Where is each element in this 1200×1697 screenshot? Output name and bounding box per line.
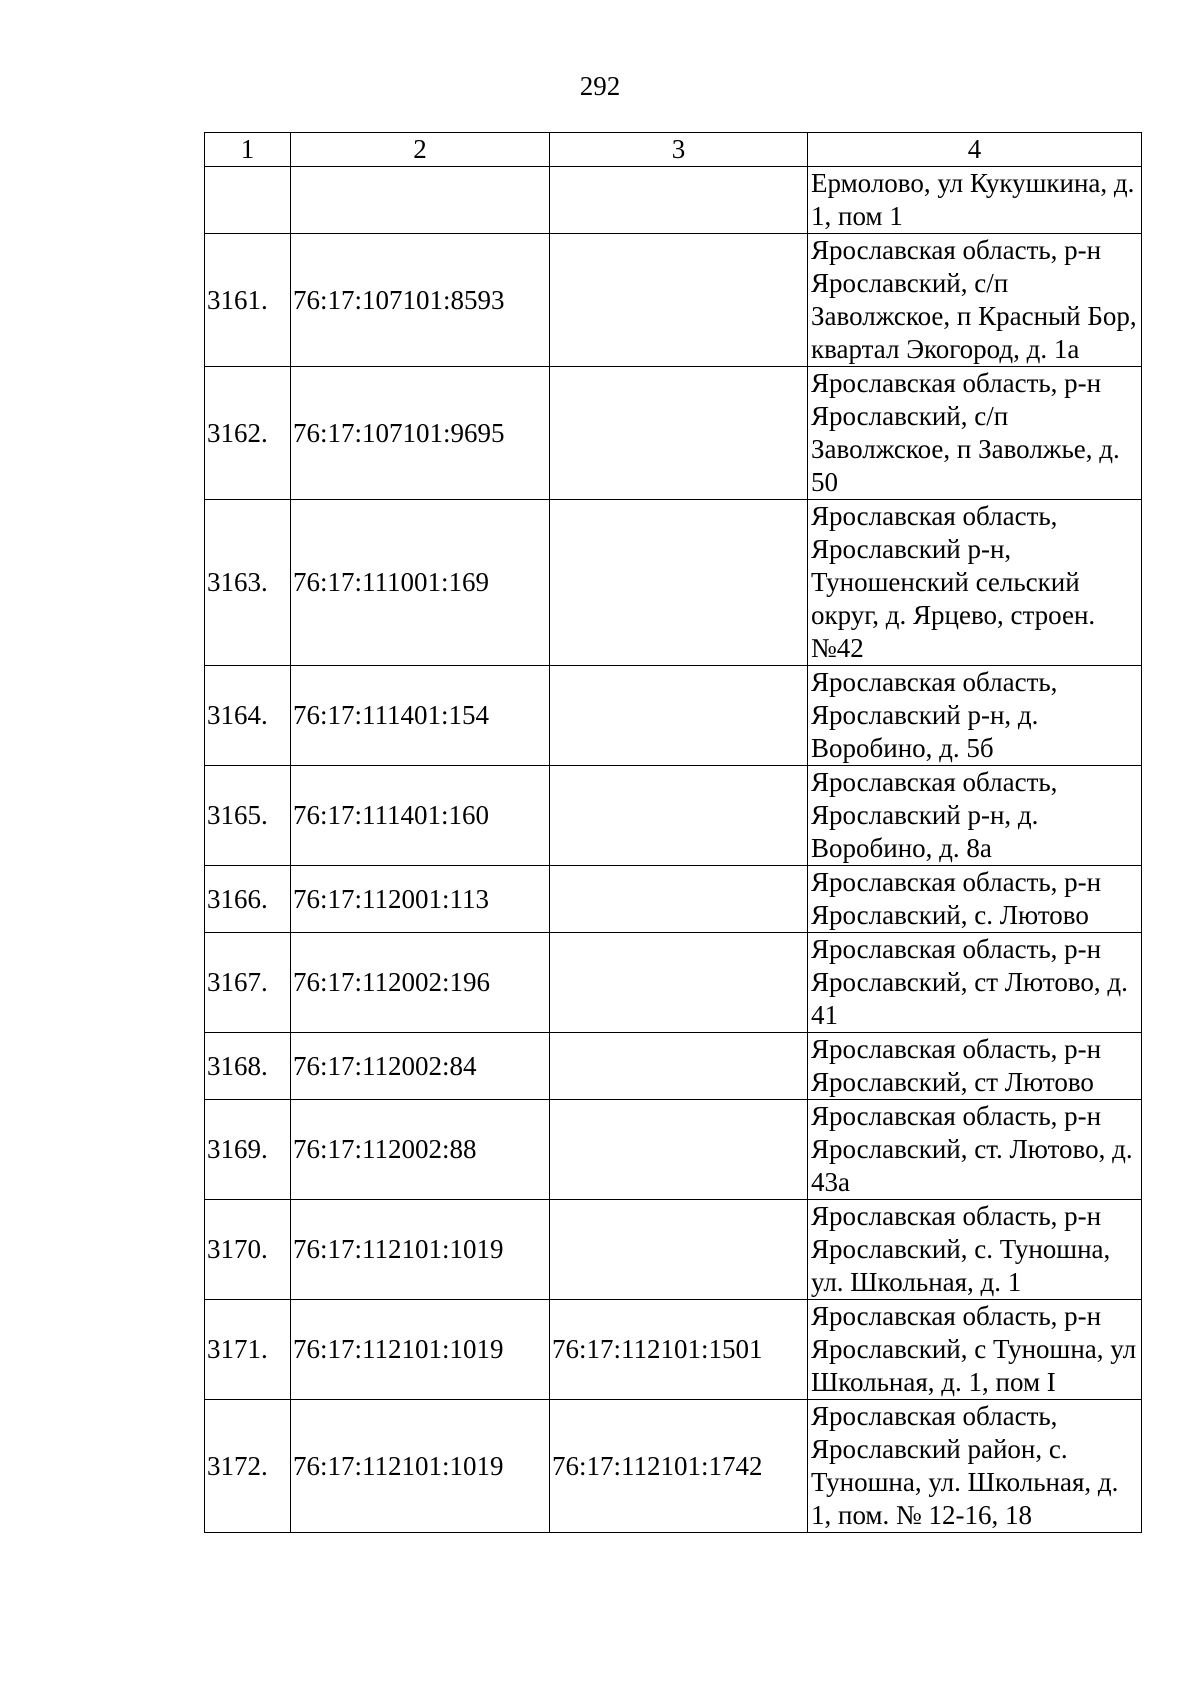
table-row [205, 1033, 1142, 1100]
cadastral-number-cell: 76:17:112101:1019 [291, 1200, 550, 1300]
address-cell: Ярославская область, р-н Ярославский, ст Лютово, д. 41 [808, 933, 1142, 1033]
address-cell: Ярославская область, р-н Ярославский, с/п Заволжское, п Заволжье, д. 50 [808, 367, 1142, 500]
related-cadastral-cell [550, 866, 808, 933]
row-number-cell: 3163. [205, 500, 291, 666]
row-number-cell: 3166. [205, 866, 291, 933]
table-row [205, 666, 1142, 766]
row-number-cell: 3161. [205, 234, 291, 367]
related-cadastral-cell [550, 167, 808, 234]
address-cell: Ярославская область, р-н Ярославский, с/п Заволжское, п Красный Бор, квартал Экогород, д. 1а [808, 234, 1142, 367]
address-cell: Ермолово, ул Кукушкина, д. 1, пом 1 [808, 167, 1142, 234]
table-row [205, 1400, 1142, 1533]
row-number-cell: 3169. [205, 1100, 291, 1200]
related-cadastral-cell [550, 500, 808, 666]
related-cadastral-cell [550, 1033, 808, 1100]
row-number-cell: 3167. [205, 933, 291, 1033]
table-row [205, 1100, 1142, 1200]
property-registry-table [204, 132, 1142, 1533]
address-cell: Ярославская область, р-н Ярославский, ст. Лютово, д. 43а [808, 1100, 1142, 1200]
address-cell: Ярославская область, Ярославский район, с. Туношна, ул. Школьная, д. 1, пом. № 12-16, 18 [808, 1400, 1142, 1533]
related-cadastral-cell [550, 666, 808, 766]
row-number-cell: 3172. [205, 1400, 291, 1533]
address-cell: Ярославская область, р-н Ярославский, с. Лютово [808, 866, 1142, 933]
row-number-cell: 3171. [205, 1300, 291, 1400]
cadastral-number-cell: 76:17:111001:169 [291, 500, 550, 666]
table-row [205, 367, 1142, 500]
cadastral-number-cell: 76:17:112002:84 [291, 1033, 550, 1100]
related-cadastral-cell: 76:17:112101:1742 [550, 1400, 808, 1533]
column-header-1: 1 [205, 133, 291, 167]
row-number-cell: 3170. [205, 1200, 291, 1300]
cadastral-number-cell: 76:17:107101:9695 [291, 367, 550, 500]
address-cell: Ярославская область, р-н Ярославский, с. Туношна, ул. Школьная, д. 1 [808, 1200, 1142, 1300]
row-number-cell: 3162. [205, 367, 291, 500]
row-number-cell: 3165. [205, 766, 291, 866]
row-number-cell: 3168. [205, 1033, 291, 1100]
cadastral-number-cell: 76:17:112101:1019 [291, 1300, 550, 1400]
address-cell: Ярославская область, Ярославский р-н, Туношенский сельский округ, д. Ярцево, строен. №42 [808, 500, 1142, 666]
related-cadastral-cell [550, 367, 808, 500]
row-number-cell [205, 167, 291, 234]
related-cadastral-cell [550, 1100, 808, 1200]
column-header-3: 3 [550, 133, 808, 167]
table-row [205, 167, 1142, 234]
cadastral-number-cell: 76:17:111401:160 [291, 766, 550, 866]
table-row [205, 1200, 1142, 1300]
table-row [205, 933, 1142, 1033]
table-row [205, 866, 1142, 933]
column-header-2: 2 [291, 133, 550, 167]
related-cadastral-cell: 76:17:112101:1501 [550, 1300, 808, 1400]
related-cadastral-cell [550, 1200, 808, 1300]
related-cadastral-cell [550, 766, 808, 866]
related-cadastral-cell [550, 933, 808, 1033]
cadastral-number-cell: 76:17:112101:1019 [291, 1400, 550, 1533]
cadastral-number-cell [291, 167, 550, 234]
page-number: 292 [579, 71, 621, 101]
cadastral-number-cell: 76:17:111401:154 [291, 666, 550, 766]
address-cell: Ярославская область, р-н Ярославский, с Туношна, ул Школьная, д. 1, пом I [808, 1300, 1142, 1400]
cadastral-number-cell: 76:17:112002:88 [291, 1100, 550, 1200]
table-row [205, 500, 1142, 666]
cadastral-number-cell: 76:17:112002:196 [291, 933, 550, 1033]
table-row [205, 766, 1142, 866]
column-header-4: 4 [808, 133, 1142, 167]
address-cell: Ярославская область, Ярославский р-н, д. Воробино, д. 8а [808, 766, 1142, 866]
address-cell: Ярославская область, Ярославский р-н, д. Воробино, д. 5б [808, 666, 1142, 766]
table-row [205, 1300, 1142, 1400]
cadastral-number-cell: 76:17:107101:8593 [291, 234, 550, 367]
table-row [205, 234, 1142, 367]
cadastral-number-cell: 76:17:112001:113 [291, 866, 550, 933]
row-number-cell: 3164. [205, 666, 291, 766]
table-header-row [205, 133, 1142, 167]
address-cell: Ярославская область, р-н Ярославский, ст Лютово [808, 1033, 1142, 1100]
related-cadastral-cell [550, 234, 808, 367]
